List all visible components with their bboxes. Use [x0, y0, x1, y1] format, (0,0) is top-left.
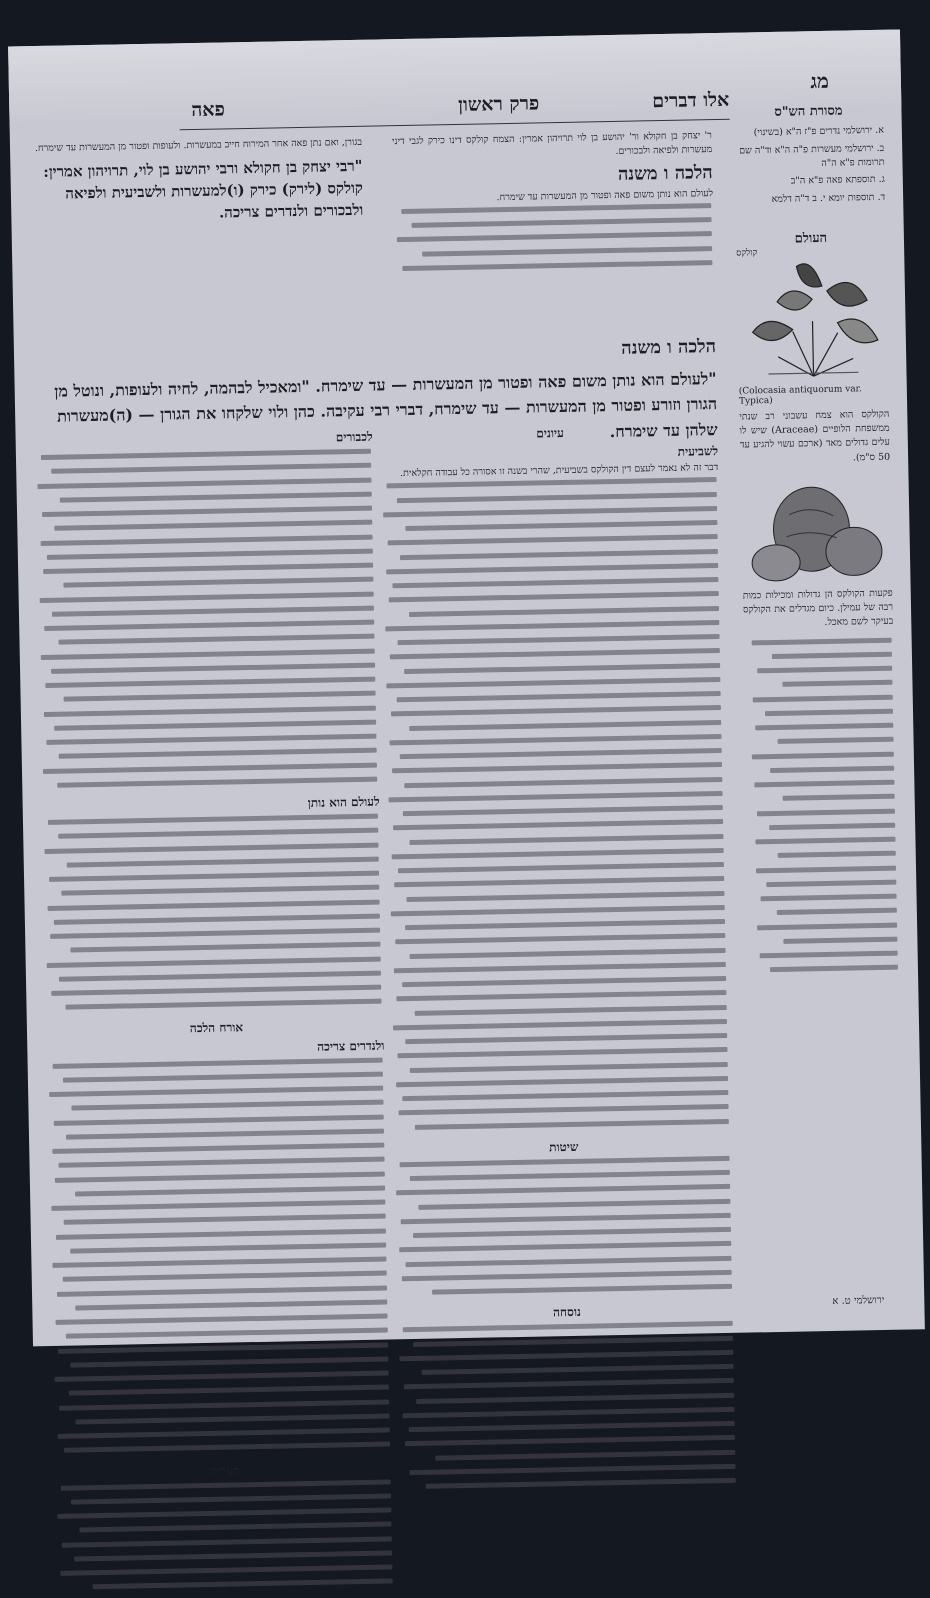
nusach-title: נוסחה: [552, 1305, 582, 1320]
plant-illustration: [736, 260, 888, 383]
mishna-body: "לעולם הוא נותן משום פאה ופטור מן המעשרות — עד שימרח. "ומאכיל לבהמה, לחיה ולעופות, ונוטל מן הגורן וזורע ופטור מן המעשרות — עד שימרח, דברי רבי עקיבה. כהן ולוי שלקחו את הגורן — (ה)מעשרות שלהן עד שימרח.: [54, 368, 718, 442]
sitot-title: שיטות: [549, 1139, 579, 1155]
halacha-title: הלכה ו משנה: [617, 161, 713, 185]
left-commentary: בגורן, ואם נתן פאה אחר המירוח חייב במעשרות. ולעופות ופטור מן המעשרות עד שימרח.: [34, 136, 363, 155]
orach-title: אורח הלכה: [189, 1019, 244, 1035]
header-chapter: פרק ראשון: [457, 92, 540, 116]
sitot-block: [397, 1154, 735, 1303]
commentary-top: ר' יצחק בן חקולא ור' יהושע בן לוי תרויהון אמרין: הצמח קולקס דינו כירק לגבי דיני מעשרות ולפיאה ולבכורים.: [391, 130, 713, 158]
masoret-title: מסורת הש"ס: [774, 103, 843, 120]
masoret-item: א. ירושלמי נדרים פ"ז ה"א (בשינוי): [753, 124, 884, 139]
nusach-block: [400, 1319, 738, 1496]
mishna-quote: "רבי יצחק בן חקולא ורבי יהושע בן לוי, תרויהון אמרין: קולקס (לירק) כירק (ו)למעשרות ולשביעית ולפיאה ולבכורים ולנדרים צריכה.: [43, 157, 364, 222]
commentary-column: [392, 129, 715, 278]
sidebar-column: [733, 102, 900, 980]
orach-label: ולנדרים צריכה: [317, 1038, 385, 1054]
lower-left-column: [37, 424, 394, 1598]
page-number: מג: [810, 68, 830, 94]
lower-right-column: [382, 417, 738, 1496]
page-footer: ירושלמי ט. א: [832, 1294, 885, 1307]
masoret-item: ג. תוספתא פאה פ"א ה"ב: [790, 174, 885, 187]
masoret-item: ב. ירושלמי מעשרות פ"ה ה"א וד"ה שם תרומות פ"א ה"ה: [739, 142, 885, 169]
header-tractate: אלו דברים: [652, 88, 730, 113]
plant-name: קולקס: [736, 248, 758, 259]
plant-latin: (Colocasia antiquorum var. Typica): [738, 384, 862, 407]
scanned-page: [8, 29, 925, 1478]
masoret-item: ד. תוספות יומא י. ב ד"ה דלמא: [771, 191, 886, 205]
iyunim-title: עיונים: [536, 425, 565, 441]
heorot-title: הערות: [209, 1462, 241, 1478]
mishna-column: [32, 136, 364, 228]
iyunim-label: לשביעית: [677, 444, 719, 459]
plant-description: הקולקס הוא צמח עשבוני רב שנתי ממשפחת הלופיים (Araceae) שיש לו עלים גדולים מאד (ארכם עשוי להגיע עד 50 ס"מ).: [739, 408, 891, 463]
commentary-block: [393, 201, 714, 278]
tuber-illustration: [740, 473, 892, 586]
header-mishna: פאה: [191, 98, 226, 122]
iyunim-text: דבר זה לא נאמר לעצם דין הקולקס בשביעית, שהרי בשנה זו אסורה כל עבודה חקלאית.: [400, 462, 719, 480]
sidebar-text-block: [744, 635, 901, 980]
mishna-title: הלכה ו משנה: [621, 336, 717, 359]
left-block-1: [38, 447, 380, 795]
iyunim-block: [384, 475, 732, 1137]
left-block-2: [45, 812, 384, 1018]
plant-title: העולם: [794, 230, 828, 247]
plant-description-2: פקעות הקולקס הן גדולות ומכילות כמות רבה של עמילן. כיום מגדלים את הקולקס בעיקר לשם מאכל.: [742, 587, 894, 629]
orach-block: [50, 1055, 393, 1460]
left-label-1: לכבורים: [335, 429, 373, 445]
halacha-text: לעולם הוא נותן משום פאה ופטור מן המעשרות עד שימרח.: [496, 187, 714, 203]
heorot-block: [58, 1477, 395, 1597]
left-label-2: לעולם הוא נותן: [307, 794, 380, 810]
